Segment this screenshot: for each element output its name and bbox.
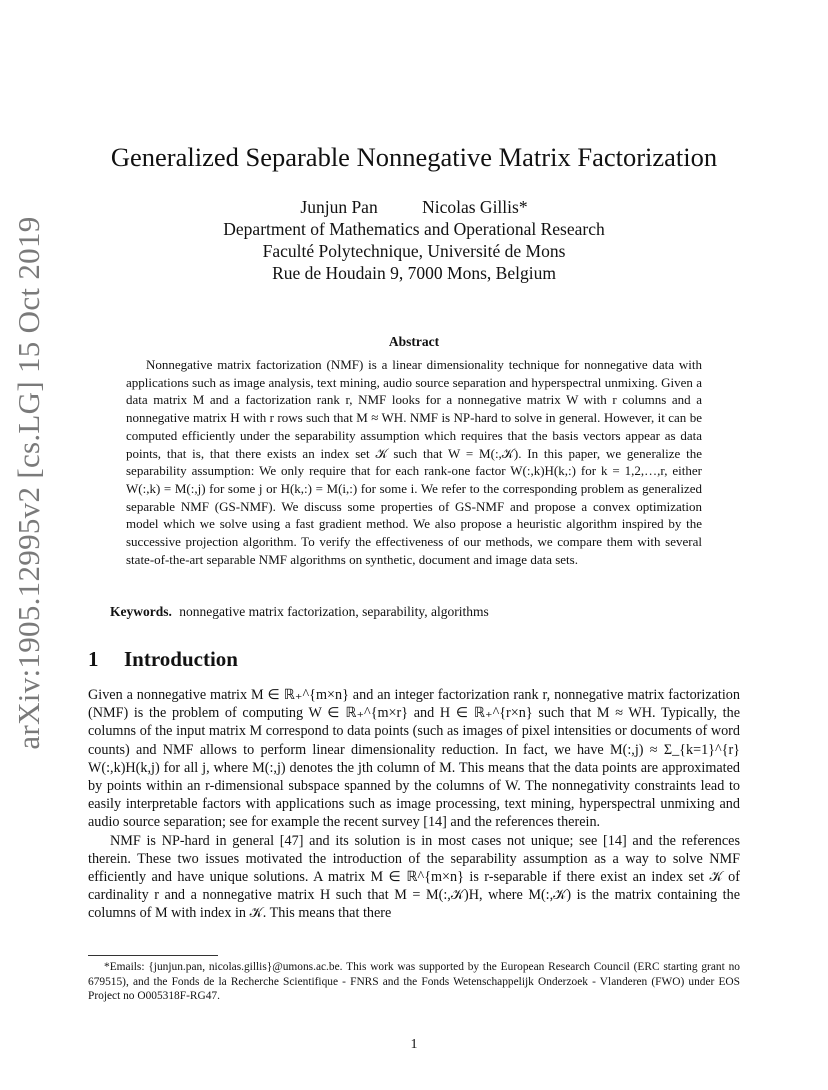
author-name: Nicolas Gillis* xyxy=(422,197,528,217)
abstract-heading: Abstract xyxy=(388,334,440,349)
section-heading xyxy=(88,647,238,672)
author-name: Junjun Pan xyxy=(300,197,378,217)
affiliation-line: Department of Mathematics and Operational Research xyxy=(223,219,605,239)
section-body xyxy=(88,686,740,923)
affiliation-line: Rue de Houdain 9, 7000 Mons, Belgium xyxy=(272,263,556,283)
paragraph: Given a nonnegative matrix M ∈ ℝ₊^{m×n} and an integer factorization rank r, nonnegative matrix factorization (NMF) is the problem of computing W ∈ ℝ₊^{m×r} and H ∈ ℝ₊^{r×n} such that M ≈ WH. Typically, the columns of the input matrix M correspond to data points (such as images of pixel intensities or documents of word counts) and NMF allows to perform linear dimensionality reduction. In fact, we have M(:,j) ≈ Σ_{k=1}^{r} W(:,k)H(k,j) for all j, where M(:,j) denotes the jth column of M. This means that the data points are approximated by points within an r-dimensional subspace spanned by the columns of W. The nonnegativity constraints lead to easily interpretable factors with applications such as image processing, text mining, hyperspectral unmixing and audio source separation; see for example the recent survey [14] and the references therein. xyxy=(88,687,740,831)
author-names xyxy=(88,196,740,218)
affiliation-line: Faculté Polytechnique, Université de Mons xyxy=(262,241,566,261)
page-number: 1 xyxy=(410,1037,418,1052)
author-block xyxy=(88,196,740,284)
footnote-rule xyxy=(88,955,218,956)
paper-title: Generalized Separable Nonnegative Matrix Factorization xyxy=(110,142,718,172)
arxiv-sidebar xyxy=(6,203,52,763)
keywords-label: Keywords. xyxy=(110,604,172,619)
keywords-text: nonnegative matrix factorization, separability, algorithms xyxy=(179,604,489,619)
paragraph: NMF is NP-hard in general [47] and its solution is in most cases not unique; see [14] and the references therein. These two issues motivated the introduction of the separability assumption as a way to solve NMF efficiently and have unique solutions. A matrix M ∈ ℝ^{m×n} is r-separable if there exist an index set 𝒦 of cardinality r and a nonnegative matrix H such that M = M(:,𝒦)H, where M(:,𝒦) is the matrix containing the columns of M with index in 𝒦. This means that there xyxy=(88,832,740,922)
section-title: Introduction xyxy=(124,647,238,671)
arxiv-identifier: arXiv:1905.12995v2 [cs.LG] 15 Oct 2019 xyxy=(11,216,46,750)
footnote: *Emails: {junjun.pan, nicolas.gillis}@umons.ac.be. This work was supported by the European Research Council (ERC starting grant no 679515), and the Fonds de la Recherche Scientifique - FNRS and the Fonds Wetenschappelijk Onderzoek - Vlanderen (FWO) under EOS Project no O005318F-RG47. xyxy=(88,961,740,1002)
keywords xyxy=(110,604,730,620)
abstract-text: Nonnegative matrix factorization (NMF) is a linear dimensionality technique for nonnegative data with applications such as image analysis, text mining, audio source separation and hyperspectral unmixing. Given a data matrix M and a factorization rank r, NMF looks for a nonnegative matrix W with r columns and a nonnegative matrix H with r rows such that M ≈ WH. NMF is NP-hard to solve in general. However, it can be computed efficiently under the separability assumption which requires that the basis vectors appear as data points, that is, that there exists an index set 𝒦 such that W = M(:,𝒦). In this paper, we generalize the separability assumption: We only require that for each rank-one factor W(:,k)H(k,:) for k = 1,2,…,r, either W(:,k) = M(:,j) for some j or H(k,:) = M(i,:) for some i. We refer to the corresponding problem as generalized separable NMF (GS-NMF). We discuss some properties of GS-NMF and propose a convex optimization model which we solve using a fast gradient method. We also propose a heuristic algorithm inspired by the successive projection algorithm. To verify the effectiveness of our methods, we compare them with several state-of-the-art separable NMF algorithms on synthetic, document and image data sets. xyxy=(126,357,702,567)
section-number: 1 xyxy=(88,647,99,671)
